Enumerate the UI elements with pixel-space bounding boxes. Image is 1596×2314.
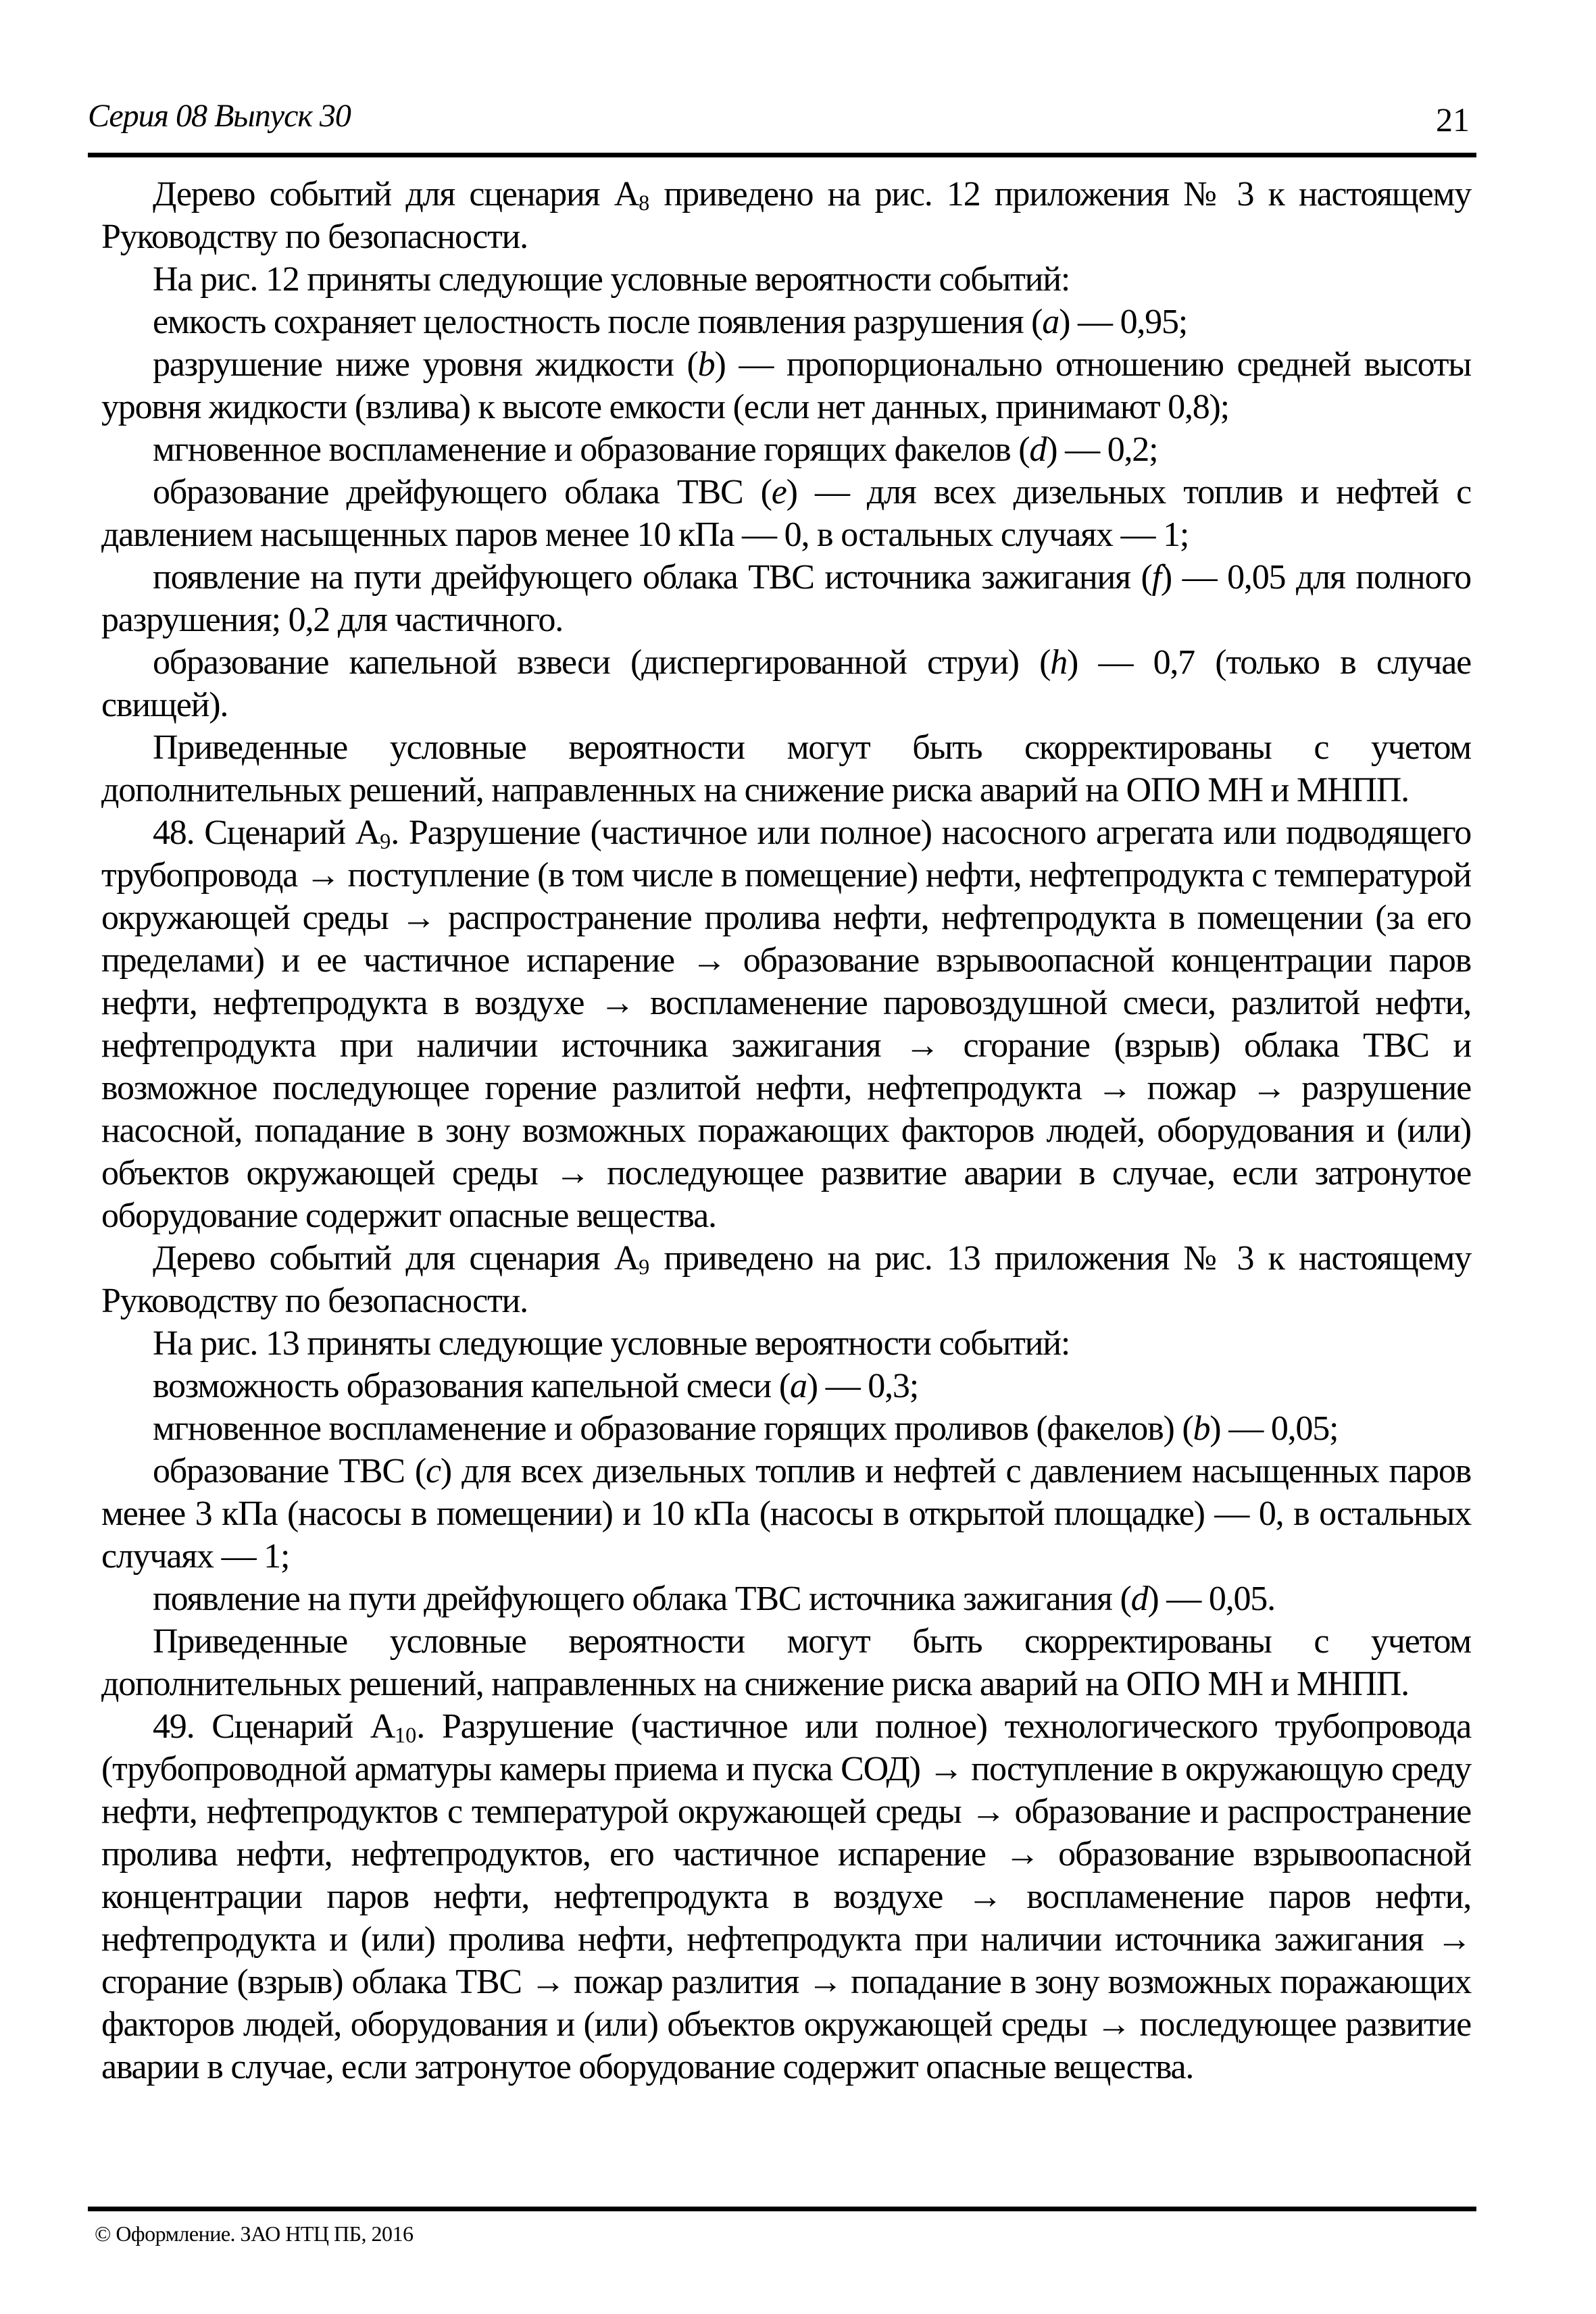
document-body (101, 173, 1471, 2088)
copyright-notice: © Оформление. ЗАО НТЦ ПБ, 2016 (95, 2221, 414, 2246)
event-letter-italic: b (1193, 1409, 1210, 1448)
scenario-index-subscript: 9 (380, 829, 391, 854)
scenario-index-subscript: 10 (395, 1723, 417, 1748)
event-letter-italic: e (771, 473, 787, 511)
paragraph: возможность образования капельной смеси (a) — 0,3; (153, 1367, 918, 1405)
paragraph: Приведенные условные вероятности могут быть скорректированы с учетом дополнительных решений, направленных на снижение риска аварий на ОПО МН и МНПП. (101, 728, 1471, 809)
paragraph: Приведенные условные вероятности могут быть скорректированы с учетом дополнительных решений, направленных на снижение риска аварий на ОПО МН и МНПП. (101, 1622, 1471, 1703)
paragraph: образование ТВС (c) для всех дизельных топлив и нефтей с давлением насыщенных паров менее 3 кПа (насосы в помещении) и 10 кПа (насосы в открытой площадке) — 0, в остальных случаях — 1; (101, 1452, 1471, 1576)
paragraph: На рис. 12 приняты следующие условные вероятности событий: (153, 260, 1070, 299)
paragraph: 48. Сценарий $А_9$. Разрушение (частичное или полное) насосного агрегата или подводящего трубопровода → поступление (в том числе в помещение) нефти, нефтепродукта с температурой окружающей среды → распространение пролива нефти, нефтепродукта в помещении (за его пределами) и ее частичное испарение → образование взрывоопасной концентрации паров нефти, нефтепродукта в воздухе → воспламенение паровоздушной смеси, разлитой нефти, нефтепродукта при наличии источника зажигания → сгорание (взрыв) облака ТВС и возможное последующее горение разлитой нефти, нефтепродукта → пожар → разрушение насосной, попадание в зону возможных поражающих факторов людей, оборудования и (или) объектов окружающей среды → последующее развитие аварии в случае, если затронутое оборудование содержит опасные вещества. (101, 813, 1471, 1235)
paragraph: Дерево событий для сценария $А_8$ приведено на рис. 12 приложения № 3 к настоящему Руководству по безопасности. (101, 175, 1471, 256)
paragraph: появление на пути дрейфующего облака ТВС источника зажигания (d) — 0,05. (153, 1580, 1275, 1618)
paragraph: емкость сохраняет целостность после появления разрушения (a) — 0,95; (153, 303, 1188, 341)
event-letter-italic: b (697, 345, 715, 384)
event-letter-italic: h (1050, 643, 1068, 682)
page-header (88, 100, 1476, 138)
event-letter-italic: f (1151, 558, 1161, 597)
page-number: 21 (1436, 101, 1470, 139)
event-letter-italic: d (1130, 1580, 1148, 1618)
paragraph: образование капельной взвеси (диспергированной струи) (h) — 0,7 (только в случае свищей). (101, 643, 1472, 724)
paragraph: 49. Сценарий $А_{10}$. Разрушение (частичное или полное) технологического трубопровода (трубопроводной арматуры камеры приема и пуска СОД) → поступление в окружающую среду нефти, нефтепродуктов с температурой окружающей среды → образование и распространение пролива нефти, нефтепродуктов, его частичное испарение → образование взрывоопасной концентрации паров нефти, нефтепродукта в воздухе → воспламенение паров нефти, нефтепродукта и (или) пролива нефти, нефтепродукта при наличии источника зажигания → сгорание (взрыв) облака ТВС → пожар разлития → попадание в зону возможных поражающих факторов людей, оборудования и (или) объектов окружающей среды → последующее развитие аварии в случае, если затронутое оборудование содержит опасные вещества. (101, 1707, 1471, 2086)
paragraph: мгновенное воспламенение и образование горящих проливов (факелов) (b) — 0,05; (153, 1409, 1339, 1448)
paragraph: разрушение ниже уровня жидкости (b) — пропорционально отношению средней высоты уровня жидкости (взлива) к высоте емкости (если нет данных, принимают 0,8); (101, 345, 1471, 426)
footer-rule (88, 2207, 1476, 2211)
scenario-index-subscript: 9 (639, 1255, 650, 1280)
paragraph: мгновенное воспламенение и образование горящих факелов (d) — 0,2; (153, 430, 1158, 469)
series-label: Серия 08 Выпуск 30 (88, 98, 351, 134)
event-letter-italic: c (426, 1452, 441, 1490)
event-letter-italic: a (789, 1367, 807, 1405)
paragraph: Дерево событий для сценария $А_9$ приведено на рис. 13 приложения № 3 к настоящему Руководству по безопасности. (101, 1239, 1471, 1320)
event-letter-italic: d (1029, 430, 1047, 469)
paragraph: образование дрейфующего облака ТВС (e) — для всех дизельных топлив и нефтей с давлением насыщенных паров менее 10 кПа — 0, в остальных случаях — 1; (101, 473, 1472, 554)
paragraph: появление на пути дрейфующего облака ТВС источника зажигания (f) — 0,05 для полного разрушения; 0,2 для частичного. (101, 558, 1471, 639)
scenario-index-subscript: 8 (639, 191, 650, 216)
event-letter-italic: a (1042, 303, 1059, 341)
paragraph: На рис. 13 приняты следующие условные вероятности событий: (153, 1324, 1070, 1363)
header-rule (88, 153, 1476, 157)
